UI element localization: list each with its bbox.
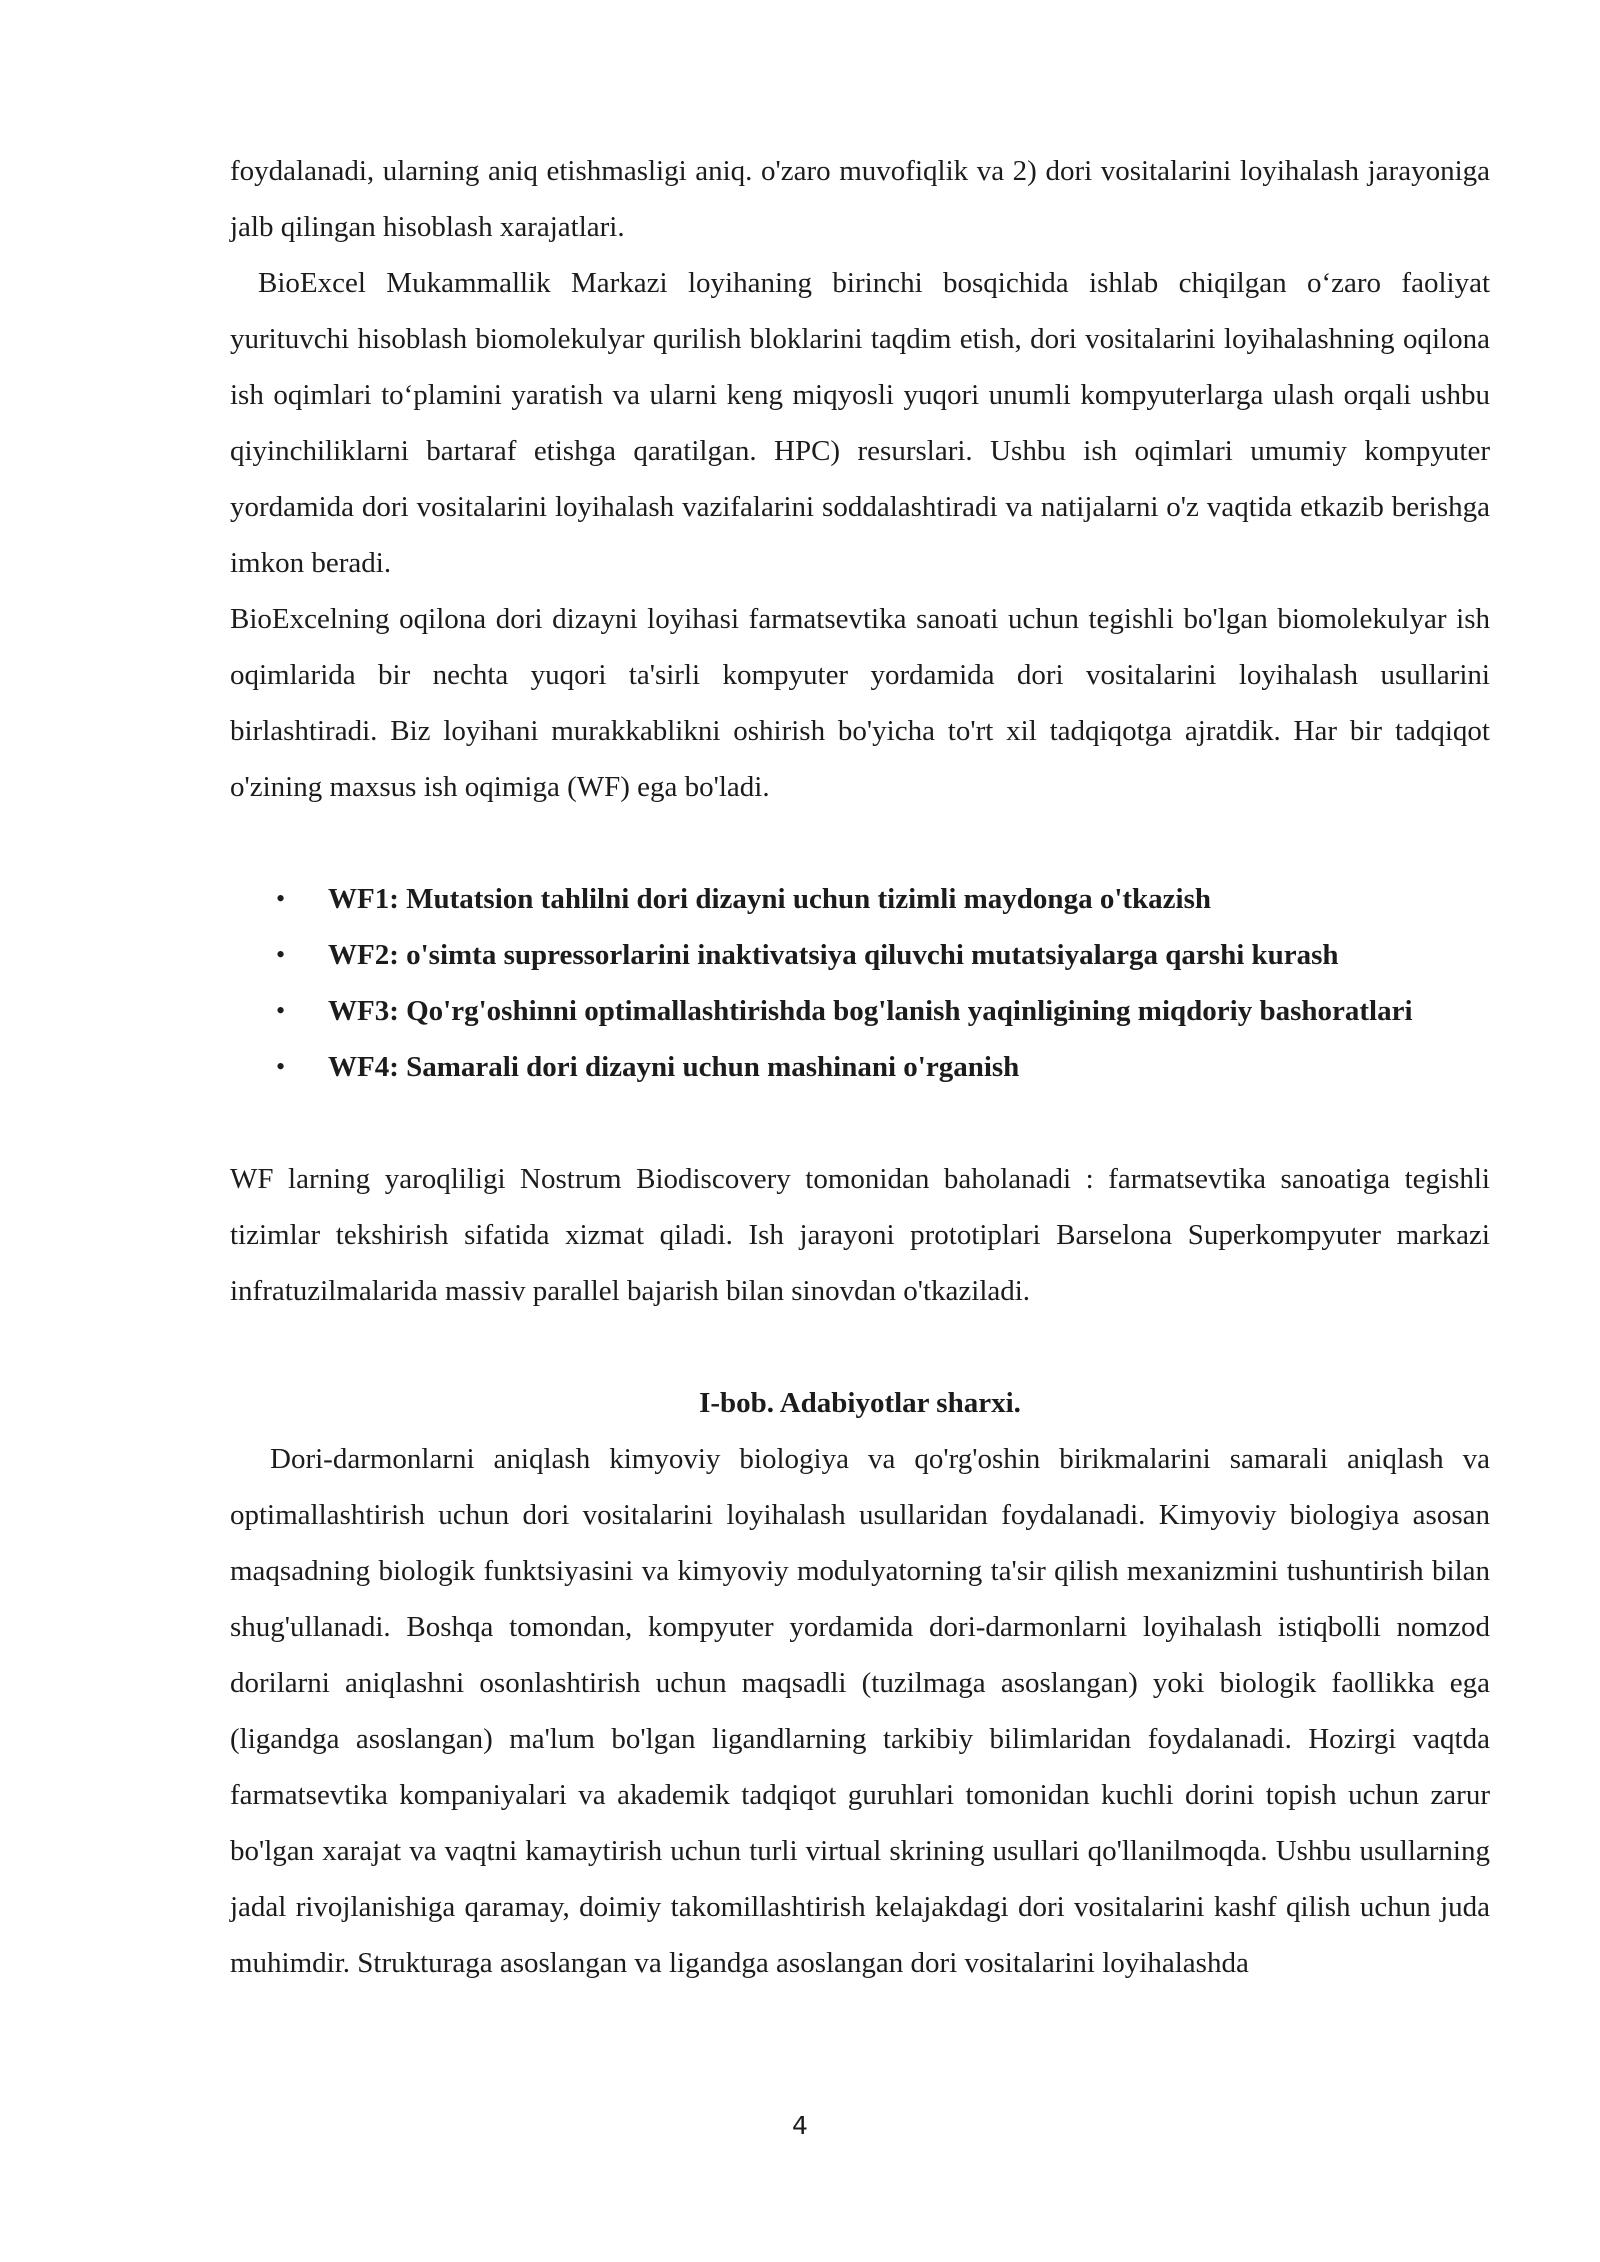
workflow-item-1 [230, 871, 1490, 927]
workflow-text: WF1: Mutatsion tahlilni dori dizayni uchun tizimli maydonga o'tkazish [328, 883, 1211, 915]
paragraph-bioexcel-project: BioExcelning oqilona dori dizayni loyihasi farmatsevtika sanoati uchun tegishli bo'lgan biomolekulyar ish oqimlarida bir nechta yuqori ta'sirli kompyuter yordamida dori vositalarini loyihalash usullarini birlashtiradi. Biz loyihani murakkablikni oshirish bo'yicha to'rt xil tadqiqotga ajratdik. Har bir tadqiqot o'zining maxsus ish oqimiga (WF) ega bo'ladi. [230, 603, 1490, 803]
bullet-icon: • [276, 996, 286, 1025]
spacer [230, 1095, 1490, 1151]
workflow-text: WF2: o'simta supressorlarini inaktivatsiya qiluvchi mutatsiyalarga qarshi kurash [328, 939, 1339, 971]
workflow-list [230, 871, 1490, 1095]
page-content [230, 143, 1490, 1991]
paragraph-continuation: foydalanadi, ularning aniq etishmasligi aniq. o'zaro muvofiqlik va 2) dori vositalarini loyihalash jarayoniga jalb qilingan hisoblash xarajatlari. [230, 155, 1490, 243]
workflow-item-3 [230, 983, 1490, 1039]
spacer [230, 1319, 1490, 1375]
bullet-icon: • [276, 940, 286, 969]
bullet-icon: • [276, 1052, 286, 1081]
paragraph-chapter-intro: Dori-darmonlarni aniqlash kimyoviy biologiya va qo'rg'oshin birikmalarini samarali aniqlash va optimallashtirish uchun dori vositalarini loyihalash usullaridan foydalanadi. Kimyoviy biologiya asosan maqsadning biologik funktsiyasini va kimyoviy modulyatorning ta'sir qilish mexanizmini tushuntirish bilan shug'ullanadi. Boshqa tomondan, kompyuter yordamida dori-darmonlarni loyihalash istiqbolli nomzod dorilarni aniqlashni osonlashtirish uchun maqsadli (tuzilmaga asoslangan) yoki biologik faollikka ega (ligandga asoslangan) ma'lum bo'lgan ligandlarning tarkibiy bilimlaridan foydalanadi. Hozirgi vaqtda farmatsevtika kompaniyalari va akademik tadqiqot guruhlari tomonidan kuchli dorini topish uchun zarur bo'lgan xarajat va vaqtni kamaytirish uchun turli virtual skrining usullari qo'llanilmoqda. Ushbu usullarning jadal rivojlanishiga qaramay, doimiy takomillashtirish kelajakdagi dori vositalarini kashf qilish uchun juda muhimdir. Strukturaga asoslangan va ligandga asoslangan dori vositalarini loyihalashda [230, 1443, 1490, 1979]
bullet-icon: • [276, 884, 286, 913]
page-number: 4 [792, 2111, 808, 2140]
paragraph-wf-validation: WF larning yaroqliligi Nostrum Biodiscovery tomonidan baholanadi : farmatsevtika sanoatiga tegishli tizimlar tekshirish sifatida xizmat qiladi. Ish jarayoni prototiplari Barselona Superkompyuter markazi infratuzilmalarida massiv parallel bajarish bilan sinovdan o'tkaziladi. [230, 1163, 1490, 1307]
chapter-heading: I-bob. Adabiyotlar sharxi. [699, 1387, 1021, 1419]
workflow-item-2 [230, 927, 1490, 983]
paragraph-bioexcel-center: BioExcel Mukammallik Markazi loyihaning birinchi bosqichida ishlab chiqilgan o‘zaro faoliyat yurituvchi hisoblash biomolekulyar qurilish bloklarini taqdim etish, dori vositalarini loyihalashning oqilona ish oqimlari to‘plamini yaratish va ularni keng miqyosli yuqori unumli kompyuterlarga ulash orqali ushbu qiyinchiliklarni bartaraf etishga qaratilgan. HPC) resurslari. Ushbu ish oqimlari umumiy kompyuter yordamida dori vositalarini loyihalash vazifalarini soddalashtiradi va natijalarni o'z vaqtida etkazib berishga imkon beradi. [230, 267, 1490, 579]
workflow-text: WF4: Samarali dori dizayni uchun mashinani o'rganish [328, 1051, 1020, 1083]
spacer [230, 815, 1490, 871]
workflow-item-4 [230, 1039, 1490, 1095]
workflow-text: WF3: Qo'rg'oshinni optimallashtirishda bog'lanish yaqinligining miqdoriy bashoratlari [328, 995, 1413, 1027]
